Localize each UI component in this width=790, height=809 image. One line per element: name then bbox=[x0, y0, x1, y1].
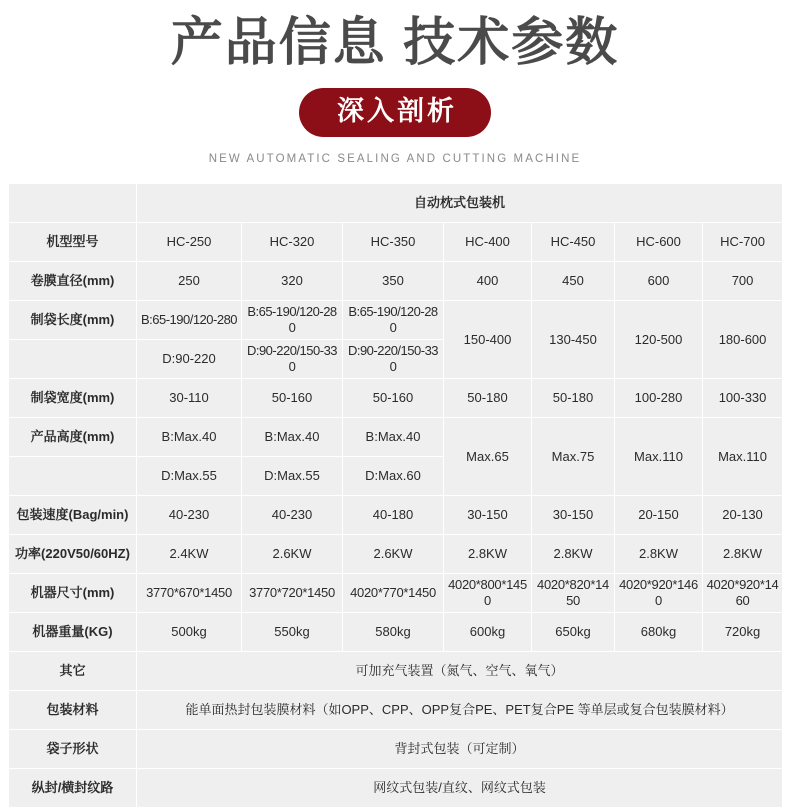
table-cell: D:Max.60 bbox=[343, 457, 444, 496]
table-row bbox=[9, 223, 783, 262]
row-label: 产品高度(mm) bbox=[9, 418, 137, 457]
table-cell: 50-160 bbox=[242, 379, 343, 418]
table-cell: 320 bbox=[242, 262, 343, 301]
row-label: 制袋宽度(mm) bbox=[9, 379, 137, 418]
table-cell: HC-700 bbox=[703, 223, 783, 262]
table-cell: HC-350 bbox=[343, 223, 444, 262]
table-row bbox=[9, 574, 783, 613]
table-cell: Max.110 bbox=[615, 418, 703, 496]
table-row bbox=[9, 418, 783, 457]
table-cell: 2.8KW bbox=[703, 535, 783, 574]
english-subtitle: NEW AUTOMATIC SEALING AND CUTTING MACHINE bbox=[208, 153, 582, 166]
table-cell: 100-330 bbox=[703, 379, 783, 418]
table-cell: 680kg bbox=[615, 613, 703, 652]
table-cell: B:65-190/120-280 bbox=[137, 301, 242, 340]
table-cell: 可加充气装置（氮气、空气、氧气） bbox=[137, 652, 783, 691]
table-cell: HC-250 bbox=[137, 223, 242, 262]
table-cell: 250 bbox=[137, 262, 242, 301]
table-cell: 500kg bbox=[137, 613, 242, 652]
table-cell: 30-150 bbox=[532, 496, 615, 535]
table-cell: B:65-190/120-280 bbox=[343, 301, 444, 340]
table-cell: 50-180 bbox=[444, 379, 532, 418]
table-cell: 3770*720*1450 bbox=[242, 574, 343, 613]
table-cell: 50-160 bbox=[343, 379, 444, 418]
table-cell: 400 bbox=[444, 262, 532, 301]
table-row bbox=[9, 613, 783, 652]
table-cell: 2.8KW bbox=[532, 535, 615, 574]
table-cell: 120-500 bbox=[615, 301, 703, 379]
table-cell: 100-280 bbox=[615, 379, 703, 418]
table-cell: 600kg bbox=[444, 613, 532, 652]
table-cell: 能单面热封包装膜材料（如OPP、CPP、OPP复合PE、PET复合PE 等单层或复合包装膜材料） bbox=[137, 691, 783, 730]
table-cell: Max.75 bbox=[532, 418, 615, 496]
table-row bbox=[9, 379, 783, 418]
table-cell: 150-400 bbox=[444, 301, 532, 379]
table-cell: 30-110 bbox=[137, 379, 242, 418]
table-cell: 4020*920*1460 bbox=[615, 574, 703, 613]
table-cell: 4020*770*1450 bbox=[343, 574, 444, 613]
table-cell: 180-600 bbox=[703, 301, 783, 379]
row-label: 纵封/横封纹路 bbox=[9, 769, 137, 808]
table-cell: B:Max.40 bbox=[343, 418, 444, 457]
row-label: 其它 bbox=[9, 652, 137, 691]
table-cell: 50-180 bbox=[532, 379, 615, 418]
table-cell-empty bbox=[9, 184, 137, 223]
table-cell: B:65-190/120-280 bbox=[242, 301, 343, 340]
table-cell: HC-400 bbox=[444, 223, 532, 262]
table-cell: 600 bbox=[615, 262, 703, 301]
table-cell: D:Max.55 bbox=[137, 457, 242, 496]
table-cell: D:Max.55 bbox=[242, 457, 343, 496]
table-cell: 2.4KW bbox=[137, 535, 242, 574]
table-cell: 3770*670*1450 bbox=[137, 574, 242, 613]
table-row bbox=[9, 301, 783, 340]
table-cell: D:90-220 bbox=[137, 340, 242, 379]
row-label-empty bbox=[9, 457, 137, 496]
table-row bbox=[9, 184, 783, 223]
row-label-model: 机型型号 bbox=[9, 223, 137, 262]
table-caption: 自动枕式包装机 bbox=[137, 184, 783, 223]
row-label: 包装材料 bbox=[9, 691, 137, 730]
table-row bbox=[9, 496, 783, 535]
table-cell: HC-450 bbox=[532, 223, 615, 262]
spec-table-container bbox=[8, 183, 782, 808]
table-cell: 40-180 bbox=[343, 496, 444, 535]
table-cell: 40-230 bbox=[137, 496, 242, 535]
row-label: 卷膜直径(mm) bbox=[9, 262, 137, 301]
row-label: 机器重量(KG) bbox=[9, 613, 137, 652]
table-row bbox=[9, 262, 783, 301]
table-cell: 背封式包装（可定制） bbox=[137, 730, 783, 769]
table-cell: HC-600 bbox=[615, 223, 703, 262]
table-cell: Max.110 bbox=[703, 418, 783, 496]
table-cell: 350 bbox=[343, 262, 444, 301]
table-cell: 450 bbox=[532, 262, 615, 301]
table-cell: D:90-220/150-330 bbox=[242, 340, 343, 379]
table-cell: 550kg bbox=[242, 613, 343, 652]
table-cell: 2.6KW bbox=[242, 535, 343, 574]
row-label: 包装速度(Bag/min) bbox=[9, 496, 137, 535]
table-cell: 130-450 bbox=[532, 301, 615, 379]
table-cell: HC-320 bbox=[242, 223, 343, 262]
row-label: 袋子形状 bbox=[9, 730, 137, 769]
table-row bbox=[9, 535, 783, 574]
table-cell: 2.8KW bbox=[444, 535, 532, 574]
table-cell: 4020*800*1450 bbox=[444, 574, 532, 613]
table-cell: 720kg bbox=[703, 613, 783, 652]
table-cell: 700 bbox=[703, 262, 783, 301]
table-cell: D:90-220/150-330 bbox=[343, 340, 444, 379]
table-row bbox=[9, 769, 783, 808]
row-label: 制袋长度(mm) bbox=[9, 301, 137, 340]
table-cell: 20-150 bbox=[615, 496, 703, 535]
table-cell: 20-130 bbox=[703, 496, 783, 535]
table-cell: B:Max.40 bbox=[242, 418, 343, 457]
page-header bbox=[0, 0, 790, 165]
row-label-empty bbox=[9, 340, 137, 379]
table-cell: 2.8KW bbox=[615, 535, 703, 574]
spec-table bbox=[8, 183, 783, 808]
table-row bbox=[9, 652, 783, 691]
table-row bbox=[9, 730, 783, 769]
table-cell: Max.65 bbox=[444, 418, 532, 496]
table-cell: 网纹式包装/直纹、网纹式包装 bbox=[137, 769, 783, 808]
page-title: 产品信息 技术参数 bbox=[170, 14, 620, 72]
table-cell: 40-230 bbox=[242, 496, 343, 535]
highlight-badge: 深入剖析 bbox=[299, 88, 491, 138]
table-cell: 4020*920*1460 bbox=[703, 574, 783, 613]
table-cell: 580kg bbox=[343, 613, 444, 652]
table-cell: 650kg bbox=[532, 613, 615, 652]
row-label: 功率(220V50/60HZ) bbox=[9, 535, 137, 574]
table-cell: 2.6KW bbox=[343, 535, 444, 574]
table-cell: B:Max.40 bbox=[137, 418, 242, 457]
table-cell: 30-150 bbox=[444, 496, 532, 535]
table-row bbox=[9, 691, 783, 730]
row-label: 机器尺寸(mm) bbox=[9, 574, 137, 613]
table-cell: 4020*820*1450 bbox=[532, 574, 615, 613]
badge-container bbox=[0, 88, 790, 138]
